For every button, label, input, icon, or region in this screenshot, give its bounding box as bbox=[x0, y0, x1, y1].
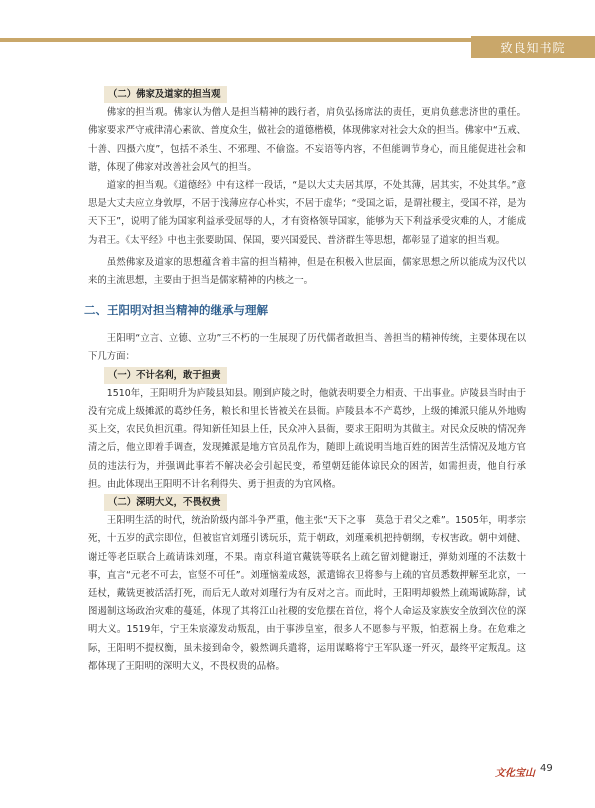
paragraph-righteousness: 王阳明生活的时代，统治阶级内部斗争严重，他主张“天下之事 莫急于君父之难”。1505年，明孝宗死，十五岁的武宗即位，但被宦官刘瑾引诱玩乐，荒于朝政，刘瑾乘机把持朝纲，专权害政。朝中刘健、谢迁等老臣联合上疏请诛刘瑾，不果。南京科道官戴铣等联名上疏乞留刘健谢迁，弹劾刘瑾的不法数十事，直言“元老不可去，宦竖不可任”。刘瑾恼羞成怒，派遣锦衣卫将参与上疏的官员悉数押解至北京，一廷杖，戴铣更被活活打死，而后无人敢对刘瑾行为有反对之言。而此时，王阳明却毅然上疏竭诚陈辞，试图遏制这场政治灾难的蔓延，体现了其将江山社稷的安危摆在首位，将个人命运及家族安全放到次位的深明大义。1519年，宁王朱宸濠发动叛乱，由于事涉皇室，很多人不愿参与平叛，怕惹祸上身。在危难之际，王阳明不提权衡，虽未接到命令，毅然调兵遣将，运用谋略将宁王军队逐一歼灭，最终平定叛乱。这都体现了王阳明的深明大义，不畏权贵的品格。 bbox=[88, 515, 526, 672]
subsection-heading-righteousness: （二）深明大义，不畏权贵 bbox=[104, 494, 227, 511]
paragraph-taoism: 道家的担当观。《道德经》中有这样一段话，“是以大丈夫居其厚，不处其薄，居其实，不处其华。”意思是大丈夫应立身敦厚，不居于浅薄应存心朴实，不居于虚华；“受国之诟，是谓社稷主，受国不祥，是为天下王”，说明了能为国家利益承受屈辱的人，才有资格领导国家，能够为天下利益承受灾难的人，才能成为君王。《太平经》中也主张要助国、保国，要兴国爱民、普济群生等思想，都彰显了道家的担当观。 bbox=[88, 180, 526, 246]
paragraph-intro: 王阳明“立言、立德、立功”三不朽的一生展现了历代儒者敢担当、善担当的精神传统，主要体现在以下几方面： bbox=[88, 333, 526, 363]
article-body bbox=[84, 86, 526, 676]
brand-tab: 致良知书院 bbox=[471, 36, 595, 58]
paragraph-summary: 虽然佛家及道家的思想蕴含着丰富的担当精神，但是在积极入世层面，儒家思想之所以能成为汉代以来的主流思想，主要由于担当是儒家精神的内核之一。 bbox=[88, 256, 526, 287]
subsection-heading-responsibility: （一）不计名利，敢于担责 bbox=[104, 367, 227, 384]
page-number: 49 bbox=[540, 763, 553, 774]
footer-logo: 文化宝山 bbox=[495, 768, 535, 779]
paragraph-buddhism: 佛家的担当观。佛家认为僧人是担当精神的践行者，肩负弘扬席法的责任，更肩负慈悲济世的重任。佛家要求严守戒律清心素欲、普度众生，做社会的道德楷模，体现佛家对社会大众的担当。佛家中“五戒、十善、四摄六度”，包括不杀生、不邪理、不偷盗。不妄语等内容，不但能调节身心，而且能促进社会和谐，体现了佛家对改善社会风气的担当。 bbox=[88, 107, 526, 173]
subsection-heading-buddhism-taoism: （二）佛家及道家的担当观 bbox=[104, 86, 227, 103]
section-title: 二、王阳明对担当精神的继承与理解 bbox=[84, 303, 268, 318]
paragraph-responsibility: 1510年，王阳明升为庐陵县知县。刚到庐陵之时，他就表明要全力相责、干出事业。庐陵县当时由于没有完成上级摊派的葛纱任务，粮长和里长皆被关在县衙。庐陵县本不产葛纱，上级的摊派只能从外地购买上交，农民负担沉重。得知新任知县上任，民众冲入县衙，要求王阳明为其做主。对民众反映的情况奔清之后，他立即着手调查，发现摊派是地方官员乱作为，随即上疏说明当地百姓的困苦生活情况及地方官员的违法行为，并强调此事若不解决必会引起民变，希望朝廷能体谅民众的困苦，如需担责，他自行承担。由此体现出王阳明不计名利得失、勇于担责的为官风格。 bbox=[88, 387, 526, 490]
